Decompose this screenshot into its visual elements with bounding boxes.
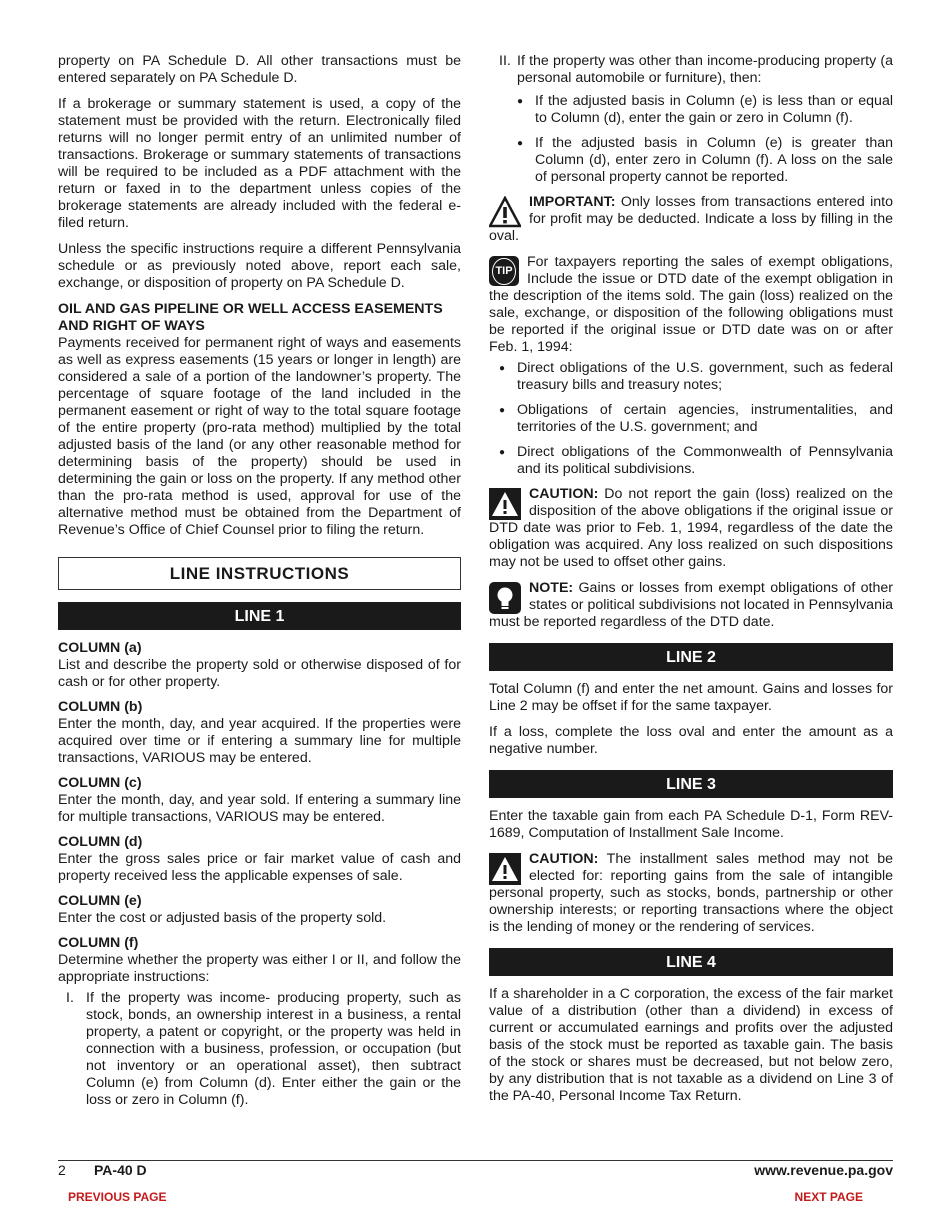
- paragraph: If a shareholder in a C corporation, the excess of the fair market value of a distribution (other than a dividend) in excess of current or accumulated earnings and profits over the adjusted basis of the stock must be reported as taxable gain. The basis of the stock or shares must be decreased, but not below zero, by any distribution that is not taxable as a dividend on Line 3 of the PA-40, Personal Income Tax Return.: [489, 986, 893, 1104]
- caution-note: [489, 851, 893, 936]
- column-text: Enter the cost or adjusted basis of the property sold.: [58, 910, 387, 926]
- column-c: [58, 775, 461, 826]
- paragraph: If a brokerage or summary statement is used, a copy of the statement must be provided with the return. Electronically filed returns will no longer permit entry of an unlimited number of transactions. Brokerage or summary statements of transactions will be required to be included as a PDF attachment with the return or faxed in to the department unless copies of the brokerage statements are already included with the federal e-filed return.: [58, 96, 461, 231]
- form-name: PA-40 D: [94, 1162, 147, 1178]
- column-heading: COLUMN (f): [58, 935, 139, 951]
- line-1-header: LINE 1: [58, 602, 461, 630]
- column-heading: COLUMN (c): [58, 775, 142, 791]
- roman-text: If the property was income- producing property, such as stock, bonds, an ownership interest in a business, a rental property, a patent or copyright, or the property was held in connection with a business, profession, or occupation (but not inventory or an operational asset), then subtract Column (e) from Column (d). Enter either the gain or the loss or zero in Column (f).: [86, 990, 461, 1108]
- tip-label: TIP: [492, 258, 515, 285]
- column-heading: COLUMN (a): [58, 640, 142, 656]
- important-label: IMPORTANT:: [529, 194, 616, 210]
- page-number: 2: [58, 1162, 66, 1178]
- column-text: Determine whether the property was either I or II, and follow the appropriate instructions:: [58, 952, 461, 985]
- important-text: Only losses from transactions entered into for profit may be deducted. Indicate a loss by filling in the oval.: [489, 194, 893, 244]
- warning-icon: [489, 196, 521, 228]
- note-label: NOTE:: [529, 580, 574, 596]
- roman-item-2: [489, 53, 893, 87]
- previous-page-link[interactable]: PREVIOUS PAGE: [68, 1190, 167, 1204]
- oil-gas-heading: OIL AND GAS PIPELINE OR WELL ACCESS EASEMENTS AND RIGHT OF WAYS: [58, 301, 443, 334]
- line-4-header: LINE 4: [489, 948, 893, 976]
- important-note: [489, 194, 893, 245]
- oil-gas-text: Payments received for permanent right of ways and easements as well as express easements (15 years or longer in length) are considered a sale of a portion of the landowner’s property. The percentage of square footage of the land included in the permanent easement or right of way to the total square footage of the entire property (pro-rata method) multiplied by the total adjusted basis of the land (or any other reasonable method for determining basis of the property) should be used in determining the gain or loss on the property. If any method other than the pro-rata method is used, approval for use of the alternative method must be obtained from the Department of Revenue’s Office of Chief Counsel prior to filing the return.: [58, 335, 461, 538]
- warning-icon: [489, 488, 521, 520]
- tip-icon: [489, 256, 519, 286]
- column-text: Enter the month, day, and year sold. If entering a summary line for multiple transactions, VARIOUS may be entered.: [58, 792, 461, 825]
- tip-text: For taxpayers reporting the sales of exempt obligations, Include the issue or DTD date of the exempt obligation in the description of the items sold. The gain (loss) realized on the sale, exchange, or disposition of the following obligations must be reported if the original issue or DTD date was on or after Feb. 1, 1994:: [489, 254, 893, 355]
- column-text: List and describe the property sold or otherwise disposed of for cash or for other property.: [58, 657, 461, 690]
- note: [489, 580, 893, 631]
- tip-note: [489, 254, 893, 356]
- list-item: ● Direct obligations of the Commonwealth of Pennsylvania and its political subdivisions.: [489, 444, 893, 478]
- next-page-link[interactable]: NEXT PAGE: [794, 1190, 863, 1204]
- roman-2-bullets: [507, 93, 893, 186]
- roman-item-1: [58, 990, 461, 1109]
- paragraph: Enter the taxable gain from each PA Schedule D-1, Form REV-1689, Computation of Installment Sale Income.: [489, 808, 893, 841]
- paragraph: If a loss, complete the loss oval and enter the amount as a negative number.: [489, 724, 893, 757]
- list-item: ● Direct obligations of the U.S. government, such as federal treasury bills and treasury notes;: [489, 360, 893, 394]
- caution-text: The installment sales method may not be elected for: reporting gains from the sale of intangible personal property, such as stocks, bonds, partnership or other ownership interests; or reporting transactions where the object is the lending of money or the rendering of services.: [489, 851, 893, 935]
- website-link[interactable]: www.revenue.pa.gov: [754, 1162, 893, 1178]
- column-heading: COLUMN (b): [58, 699, 143, 715]
- warning-icon: [489, 853, 521, 885]
- column-b: [58, 699, 461, 767]
- caution-note: [489, 486, 893, 571]
- roman-numeral: I.: [66, 990, 74, 1006]
- column-heading: COLUMN (d): [58, 834, 143, 850]
- line-instructions-title: LINE INSTRUCTIONS: [58, 557, 461, 590]
- note-text: Gains or losses from exempt obligations of other states or political subdivisions not located in Pennsylvania must be reported regardless of the DTD date.: [489, 580, 893, 630]
- column-heading: COLUMN (e): [58, 893, 142, 909]
- list-item: ● If the adjusted basis in Column (e) is greater than Column (d), enter zero in Column (f). A loss on the sale of personal property cannot be reported.: [507, 135, 893, 186]
- column-e: [58, 893, 461, 927]
- left-column: [58, 53, 461, 1109]
- paragraph: Unless the specific instructions require a different Pennsylvania schedule or as previously noted above, report each sale, exchange, or disposition of property on PA Schedule D.: [58, 241, 461, 291]
- column-f: [58, 935, 461, 986]
- paragraph: property on PA Schedule D. All other transactions must be entered separately on PA Schedule D.: [58, 53, 461, 86]
- paragraph: Total Column (f) and enter the net amount. Gains and losses for Line 2 may be offset if for the same taxpayer.: [489, 681, 893, 714]
- column-text: Enter the month, day, and year acquired. If the properties were acquired over time or if entering a summary line for multiple transactions, VARIOUS may be entered.: [58, 716, 461, 766]
- tip-bullets: [489, 360, 893, 478]
- list-item: ● Obligations of certain agencies, instrumentalities, and territories of the U.S. government; and: [489, 402, 893, 436]
- line-2-header: LINE 2: [489, 643, 893, 671]
- list-item: ● If the adjusted basis in Column (e) is less than or equal to Column (d), enter the gain or zero in Column (f).: [507, 93, 893, 127]
- column-text: Enter the gross sales price or fair market value of cash and property received less the applicable expenses of sale.: [58, 851, 461, 884]
- column-d: [58, 834, 461, 885]
- roman-text: If the property was other than income-producing property (a personal automobile or furniture), then:: [517, 53, 893, 86]
- caution-label: CAUTION:: [529, 851, 599, 867]
- line-3-header: LINE 3: [489, 770, 893, 798]
- caution-label: CAUTION:: [529, 486, 599, 502]
- roman-numeral: II.: [499, 53, 511, 69]
- caution-text: Do not report the gain (loss) realized on the disposition of the above obligations if the original issue or DTD date was prior to Feb. 1, 1994, regardless of the date the obligation was acquired. Any loss realized on such dispositions may not be used to offset other gains.: [489, 486, 893, 570]
- footer-divider: [58, 1160, 893, 1161]
- lightbulb-icon: [489, 582, 521, 614]
- column-a: [58, 640, 461, 691]
- right-column: [489, 53, 893, 1105]
